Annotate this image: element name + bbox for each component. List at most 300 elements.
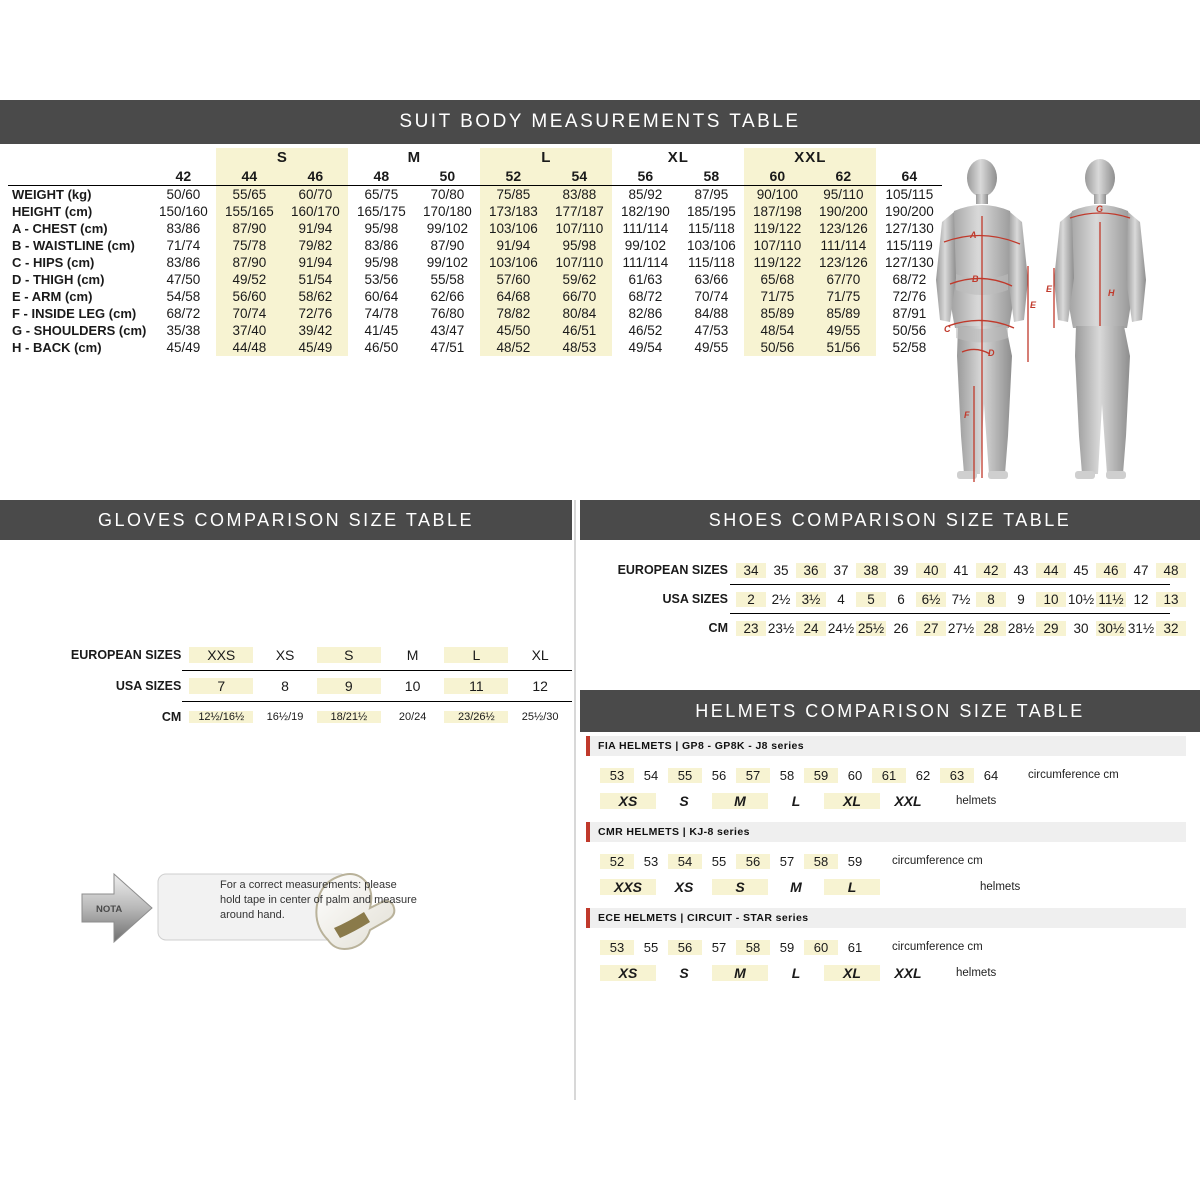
gloves-cell: XXS — [189, 647, 253, 663]
shoes-size-table — [580, 540, 1200, 642]
suit-cell: 70/74 — [694, 289, 729, 304]
shoes-section — [580, 500, 1200, 690]
suit-section — [0, 100, 1200, 490]
suit-cell: 46/52 — [628, 323, 663, 338]
suit-size-44: 44 — [216, 167, 282, 186]
table-row — [600, 874, 1186, 900]
gloves-cell: 8 — [281, 678, 289, 694]
suit-cell: 56/60 — [216, 288, 282, 305]
suit-size-64: 64 — [901, 168, 918, 184]
suit-cell: 53/56 — [364, 272, 399, 287]
helmet-circumference-cell: 56 — [736, 854, 770, 869]
table-row — [580, 614, 1200, 642]
gloves-note — [80, 860, 500, 970]
helmet-circumference-cell: 60 — [847, 767, 863, 783]
suit-cell: 80/84 — [546, 305, 612, 322]
shoes-cell: 12 — [1133, 591, 1149, 607]
helmet-blocks — [580, 736, 1200, 990]
suit-cell: 47/53 — [694, 323, 729, 338]
shoes-cell: 9 — [1017, 591, 1025, 607]
suit-cell: 59/62 — [546, 271, 612, 288]
front-body-figure — [936, 159, 1037, 482]
suit-cell: 105/115 — [885, 187, 934, 202]
suit-cell: 58/62 — [282, 288, 348, 305]
body-figures-illustration — [904, 156, 1194, 496]
suit-cell: 83/86 — [166, 221, 201, 236]
shoes-cell: 39 — [893, 562, 909, 578]
gloves-cell: 12 — [532, 678, 548, 694]
suit-cell: 75/78 — [216, 237, 282, 254]
table-row — [8, 322, 942, 339]
helmet-circumference-cell: 55 — [711, 853, 727, 869]
figure-marker-a: A — [970, 230, 977, 240]
figure-marker-f: F — [964, 410, 970, 420]
helmet-block — [586, 736, 1186, 818]
suit-cell: 50/56 — [892, 323, 927, 338]
suit-row-label: D - THIGH (cm) — [12, 272, 105, 287]
suit-cell: 170/180 — [422, 204, 472, 219]
suit-cell: 37/40 — [216, 322, 282, 339]
shoes-row-label: CM — [708, 621, 728, 635]
suit-cell: 185/195 — [686, 204, 736, 219]
suit-size-48: 48 — [373, 168, 390, 184]
helmet-size-cell: S — [679, 793, 689, 809]
shoes-cell: 38 — [856, 563, 886, 578]
figure-marker-h: H — [1108, 288, 1115, 298]
suit-row-label: B - WAISTLINE (cm) — [12, 238, 135, 253]
suit-cell: 63/66 — [694, 272, 729, 287]
shoes-cell: 46 — [1096, 563, 1126, 578]
suit-cell: 83/86 — [364, 238, 399, 253]
shoes-cell: 5 — [856, 592, 886, 607]
shoes-section-title: SHOES COMPARISON SIZE TABLE — [580, 500, 1200, 540]
suit-cell: 123/126 — [810, 254, 876, 271]
suit-cell: 45/49 — [166, 340, 201, 355]
suit-cell: 62/66 — [430, 289, 465, 304]
suit-cell: 127/130 — [884, 221, 934, 236]
suit-cell: 95/98 — [546, 237, 612, 254]
gloves-cell: 18/21½ — [317, 711, 381, 723]
suit-cell: 119/122 — [744, 220, 810, 237]
suit-cell: 76/80 — [430, 306, 465, 321]
table-row — [8, 305, 942, 322]
helmet-circumference-cell: 59 — [847, 853, 863, 869]
suit-cell: 123/126 — [810, 220, 876, 237]
suit-cell: 48/54 — [744, 322, 810, 339]
suit-cell: 111/114 — [622, 221, 669, 236]
helmet-size-cell: M — [712, 793, 768, 809]
helmet-size-cell: M — [790, 879, 802, 895]
suit-cell: 48/52 — [480, 339, 546, 356]
suit-cell: 87/90 — [216, 220, 282, 237]
table-row — [600, 934, 1186, 960]
suit-cell: 60/70 — [282, 186, 348, 204]
suit-cell: 95/110 — [810, 186, 876, 204]
helmet-block — [586, 822, 1186, 904]
helmet-circumference-cell: 60 — [804, 940, 838, 955]
shoes-cell: 45 — [1073, 562, 1089, 578]
suit-cell: 66/70 — [546, 288, 612, 305]
helmet-circumference-cell: 53 — [643, 853, 659, 869]
helmet-circumference-label: circumference cm — [892, 941, 983, 953]
shoes-cell: 13 — [1156, 592, 1186, 607]
table-row — [8, 220, 942, 237]
suit-row-label: A - CHEST (cm) — [12, 221, 108, 236]
helmet-circumference-cell: 62 — [915, 767, 931, 783]
table-row — [8, 339, 942, 356]
suit-cell: 49/54 — [628, 340, 663, 355]
gloves-cell: XS — [275, 647, 295, 663]
helmet-size-cell: S — [712, 879, 768, 895]
helmet-size-label: helmets — [956, 967, 997, 979]
suit-cell: 61/63 — [628, 272, 663, 287]
suit-cell: 50/60 — [166, 187, 201, 202]
helmet-size-cell: XS — [674, 879, 694, 895]
helmet-circumference-cell: 59 — [779, 939, 795, 955]
helmet-size-cell: XS — [600, 793, 656, 809]
helmet-circumference-cell: 61 — [872, 768, 906, 783]
suit-cell: 71/75 — [810, 288, 876, 305]
helmet-circumference-label: circumference cm — [1028, 769, 1119, 781]
suit-cell: 41/45 — [364, 323, 399, 338]
suit-cell: 70/74 — [216, 305, 282, 322]
helmet-circumference-cell: 61 — [847, 939, 863, 955]
shoes-cell: 32 — [1156, 621, 1186, 636]
helmet-circumference-cell: 54 — [668, 854, 702, 869]
size-group-xxl: XXL — [744, 148, 876, 167]
suit-size-46: 46 — [282, 167, 348, 186]
helmet-circumference-label: circumference cm — [892, 855, 983, 867]
suit-cell: 155/165 — [216, 203, 282, 220]
suit-cell: 71/75 — [744, 288, 810, 305]
suit-cell: 190/200 — [884, 204, 934, 219]
suit-cell: 111/114 — [810, 237, 876, 254]
suit-cell: 150/160 — [158, 204, 208, 219]
helmet-circumference-cell: 55 — [643, 939, 659, 955]
helmet-circumference-cell: 55 — [668, 768, 702, 783]
suit-cell: 54/58 — [166, 289, 201, 304]
table-row — [600, 788, 1186, 814]
shoes-row-label: EUROPEAN SIZES — [617, 563, 728, 577]
helmet-circumference-cell: 57 — [779, 853, 795, 869]
suit-cell: 82/86 — [628, 306, 663, 321]
gloves-cell: S — [317, 647, 381, 663]
shoes-cell: 10½ — [1067, 591, 1095, 607]
gloves-row-label: CM — [161, 710, 182, 724]
gloves-row-label: USA SIZES — [115, 679, 182, 693]
suit-row-label: G - SHOULDERS (cm) — [12, 323, 147, 338]
nota-badge: NOTA — [96, 904, 123, 915]
table-row — [600, 960, 1186, 986]
suit-size-60: 60 — [744, 167, 810, 186]
suit-cell: 87/90 — [430, 238, 465, 253]
helmet-size-label: helmets — [956, 795, 997, 807]
helmet-circumference-cell: 53 — [600, 940, 634, 955]
table-row — [580, 556, 1200, 584]
shoes-row-label: USA SIZES — [662, 592, 728, 606]
suit-size-58: 58 — [703, 168, 720, 184]
suit-cell: 87/90 — [216, 254, 282, 271]
suit-cell: 107/110 — [546, 220, 612, 237]
shoes-cell: 24½ — [827, 620, 855, 636]
shoes-cell: 40 — [916, 563, 946, 578]
suit-cell: 84/88 — [694, 306, 729, 321]
suit-cell: 160/170 — [282, 203, 348, 220]
helmet-size-cell: L — [791, 793, 801, 809]
back-body-figure — [1046, 159, 1146, 479]
suit-row-label: HEIGHT (cm) — [12, 204, 93, 219]
suit-table-wrapper — [0, 148, 1200, 494]
gloves-cell: 16½/19 — [266, 711, 304, 723]
suit-cell: 79/82 — [282, 237, 348, 254]
figure-marker-e2: E — [1046, 284, 1053, 294]
shoes-cell: 6 — [897, 591, 905, 607]
suit-cell: 35/38 — [166, 323, 201, 338]
size-group-l: L — [480, 148, 612, 167]
suit-measurements-table — [8, 148, 942, 356]
suit-size-group-header-row — [8, 148, 942, 167]
table-row — [580, 585, 1200, 613]
shoes-cell: 43 — [1013, 562, 1029, 578]
table-row — [8, 254, 942, 271]
shoes-cell: 37 — [833, 562, 849, 578]
helmet-size-cell: S — [679, 965, 689, 981]
gloves-note-text: For a correct measurements: please hold tape in center of palm and measure around hand. — [220, 879, 417, 921]
suit-size-54: 54 — [546, 167, 612, 186]
suit-cell: 87/91 — [892, 306, 927, 321]
suit-cell: 72/76 — [282, 305, 348, 322]
shoes-cell: 8 — [976, 592, 1006, 607]
suit-cell: 85/89 — [744, 305, 810, 322]
table-row — [8, 203, 942, 220]
suit-cell: 115/118 — [687, 255, 735, 270]
suit-cell: 65/75 — [364, 187, 399, 202]
suit-cell: 182/190 — [620, 204, 670, 219]
suit-cell: 70/80 — [430, 187, 465, 202]
helmet-size-label: helmets — [980, 881, 1021, 893]
suit-cell: 57/60 — [480, 271, 546, 288]
suit-cell: 60/64 — [364, 289, 399, 304]
helmet-size-cell: XL — [824, 793, 880, 809]
suit-cell: 67/70 — [810, 271, 876, 288]
helmet-circumference-cell: 56 — [711, 767, 727, 783]
suit-cell: 99/102 — [624, 238, 666, 253]
suit-cell: 52/58 — [892, 340, 927, 355]
helmet-circumference-cell: 59 — [804, 768, 838, 783]
suit-cell: 64/68 — [480, 288, 546, 305]
helmet-size-cell: L — [824, 879, 880, 895]
shoes-cell: 29 — [1036, 621, 1066, 636]
shoes-cell: 3½ — [796, 592, 826, 607]
suit-cell: 68/72 — [166, 306, 201, 321]
suit-size-42: 42 — [175, 168, 192, 184]
suit-cell: 190/200 — [810, 203, 876, 220]
suit-cell: 51/54 — [282, 271, 348, 288]
suit-cell: 68/72 — [892, 272, 927, 287]
shoes-cell: 27 — [916, 621, 946, 636]
helmet-circumference-cell: 63 — [940, 768, 974, 783]
shoes-cell: 36 — [796, 563, 826, 578]
suit-cell: 91/94 — [282, 254, 348, 271]
suit-cell: 87/95 — [694, 187, 729, 202]
shoes-cell: 47 — [1133, 562, 1149, 578]
suit-cell: 74/78 — [364, 306, 399, 321]
helmet-size-cell: XXL — [894, 793, 922, 809]
suit-cell: 115/119 — [885, 238, 933, 253]
suit-row-label: F - INSIDE LEG (cm) — [12, 306, 137, 321]
helmet-circumference-cell: 56 — [668, 940, 702, 955]
helmet-block-title: CMR HELMETS | KJ-8 series — [586, 822, 1186, 842]
suit-cell: 44/48 — [216, 339, 282, 356]
helmet-size-cell: M — [712, 965, 768, 981]
figure-marker-g: G — [1096, 204, 1104, 214]
helmet-block-title: FIA HELMETS | GP8 - GP8K - J8 series — [586, 736, 1186, 756]
gloves-cell: XL — [531, 647, 549, 663]
suit-cell: 127/130 — [884, 255, 934, 270]
suit-cell: 103/106 — [480, 254, 546, 271]
helmet-circumference-cell: 58 — [804, 854, 838, 869]
helmet-block-title: ECE HELMETS | CIRCUIT - STAR series — [586, 908, 1186, 928]
table-row — [0, 640, 572, 670]
helmet-circumference-cell: 57 — [711, 939, 727, 955]
suit-cell: 55/58 — [430, 272, 465, 287]
suit-cell: 107/110 — [744, 237, 810, 254]
helmet-circumference-cell: 58 — [736, 940, 770, 955]
suit-numeric-header-row — [8, 167, 942, 186]
suit-cell: 50/56 — [744, 339, 810, 356]
suit-cell: 46/51 — [546, 322, 612, 339]
suit-cell: 187/198 — [744, 203, 810, 220]
figure-marker-e: E — [1030, 300, 1037, 310]
suit-cell: 45/50 — [480, 322, 546, 339]
vertical-divider — [574, 500, 576, 1100]
table-row — [0, 671, 572, 701]
suit-cell: 83/86 — [166, 255, 201, 270]
suit-cell: 103/106 — [480, 220, 546, 237]
suit-cell: 177/187 — [546, 203, 612, 220]
shoes-cell: 28½ — [1007, 620, 1035, 636]
suit-cell: 90/100 — [744, 186, 810, 204]
suit-cell: 115/118 — [687, 221, 735, 236]
shoes-cell: 44 — [1036, 563, 1066, 578]
shoes-cell: 24 — [796, 621, 826, 636]
suit-cell: 48/53 — [546, 339, 612, 356]
suit-cell: 65/68 — [744, 271, 810, 288]
suit-cell: 49/52 — [216, 271, 282, 288]
helmet-size-cell: XS — [600, 965, 656, 981]
helmet-size-cell: L — [791, 965, 801, 981]
suit-row-label: E - ARM (cm) — [12, 289, 93, 304]
suit-size-56: 56 — [637, 168, 654, 184]
table-row — [8, 288, 942, 305]
shoes-cell: 11½ — [1096, 592, 1126, 607]
helmet-size-cell: XXS — [600, 879, 656, 895]
suit-cell: 47/51 — [430, 340, 465, 355]
suit-cell: 95/98 — [364, 221, 399, 236]
shoes-cell: 23 — [736, 621, 766, 636]
gloves-section — [0, 500, 572, 1100]
gloves-cell: L — [444, 647, 508, 663]
table-row — [600, 848, 1186, 874]
gloves-cell: M — [406, 647, 419, 663]
helmet-size-cell: XXL — [894, 965, 922, 981]
size-group-m: M — [407, 149, 422, 166]
suit-cell: 39/42 — [282, 322, 348, 339]
suit-cell: 83/88 — [546, 186, 612, 204]
size-group-xl: XL — [667, 149, 689, 166]
suit-cell: 99/102 — [426, 221, 468, 236]
suit-cell: 47/50 — [166, 272, 201, 287]
shoes-cell: 7½ — [951, 591, 971, 607]
shoes-cell: 28 — [976, 621, 1006, 636]
suit-cell: 78/82 — [480, 305, 546, 322]
shoes-cell: 34 — [736, 563, 766, 578]
suit-cell: 75/85 — [480, 186, 546, 204]
helmets-section — [580, 690, 1200, 1100]
shoes-cell: 30½ — [1097, 620, 1125, 636]
shoes-cell: 25½ — [857, 620, 885, 636]
helmet-circumference-cell: 52 — [600, 854, 634, 869]
table-row — [8, 271, 942, 288]
suit-cell: 45/49 — [282, 339, 348, 356]
shoes-cell: 48 — [1156, 563, 1186, 578]
suit-row-label: WEIGHT (kg) — [12, 187, 92, 202]
suit-cell: 91/94 — [282, 220, 348, 237]
suit-cell: 173/183 — [480, 203, 546, 220]
suit-row-label: H - BACK (cm) — [12, 340, 102, 355]
helmet-circumference-cell: 53 — [600, 768, 634, 783]
suit-cell: 71/74 — [166, 238, 201, 253]
helmet-block — [586, 908, 1186, 990]
gloves-section-title: GLOVES COMPARISON SIZE TABLE — [0, 500, 572, 540]
suit-cell: 85/92 — [628, 187, 663, 202]
gloves-cell: 11 — [444, 678, 508, 694]
suit-cell: 72/76 — [892, 289, 927, 304]
gloves-cell: 25½/30 — [521, 711, 559, 723]
suit-cell: 49/55 — [694, 340, 729, 355]
suit-cell: 51/56 — [810, 339, 876, 356]
suit-section-title: SUIT BODY MEASUREMENTS TABLE — [0, 100, 1200, 144]
helmet-circumference-cell: 58 — [779, 767, 795, 783]
figure-marker-b: B — [972, 274, 979, 284]
suit-cell: 49/55 — [810, 322, 876, 339]
suit-size-52: 52 — [480, 167, 546, 186]
gloves-cell: 7 — [189, 678, 253, 694]
suit-cell: 91/94 — [480, 237, 546, 254]
shoes-cell: 26 — [893, 620, 909, 636]
gloves-cell: 20/24 — [398, 711, 427, 723]
suit-cell: 46/50 — [364, 340, 399, 355]
shoes-cell: 2½ — [771, 591, 791, 607]
suit-size-50: 50 — [439, 168, 456, 184]
shoes-cell: 10 — [1036, 592, 1066, 607]
suit-cell: 103/106 — [686, 238, 736, 253]
suit-cell: 119/122 — [744, 254, 810, 271]
suit-row-label: C - HIPS (cm) — [12, 255, 95, 270]
suit-cell: 85/89 — [810, 305, 876, 322]
helmet-circumference-cell: 54 — [643, 767, 659, 783]
suit-cell: 95/98 — [364, 255, 399, 270]
shoes-cell: 4 — [837, 591, 845, 607]
suit-cell: 165/175 — [356, 204, 406, 219]
shoes-cell: 23½ — [767, 620, 795, 636]
suit-cell: 99/102 — [426, 255, 468, 270]
helmet-size-cell: XL — [824, 965, 880, 981]
shoes-cell: 35 — [773, 562, 789, 578]
shoes-cell: 42 — [976, 563, 1006, 578]
suit-cell: 68/72 — [628, 289, 663, 304]
figure-marker-d: D — [988, 348, 995, 358]
